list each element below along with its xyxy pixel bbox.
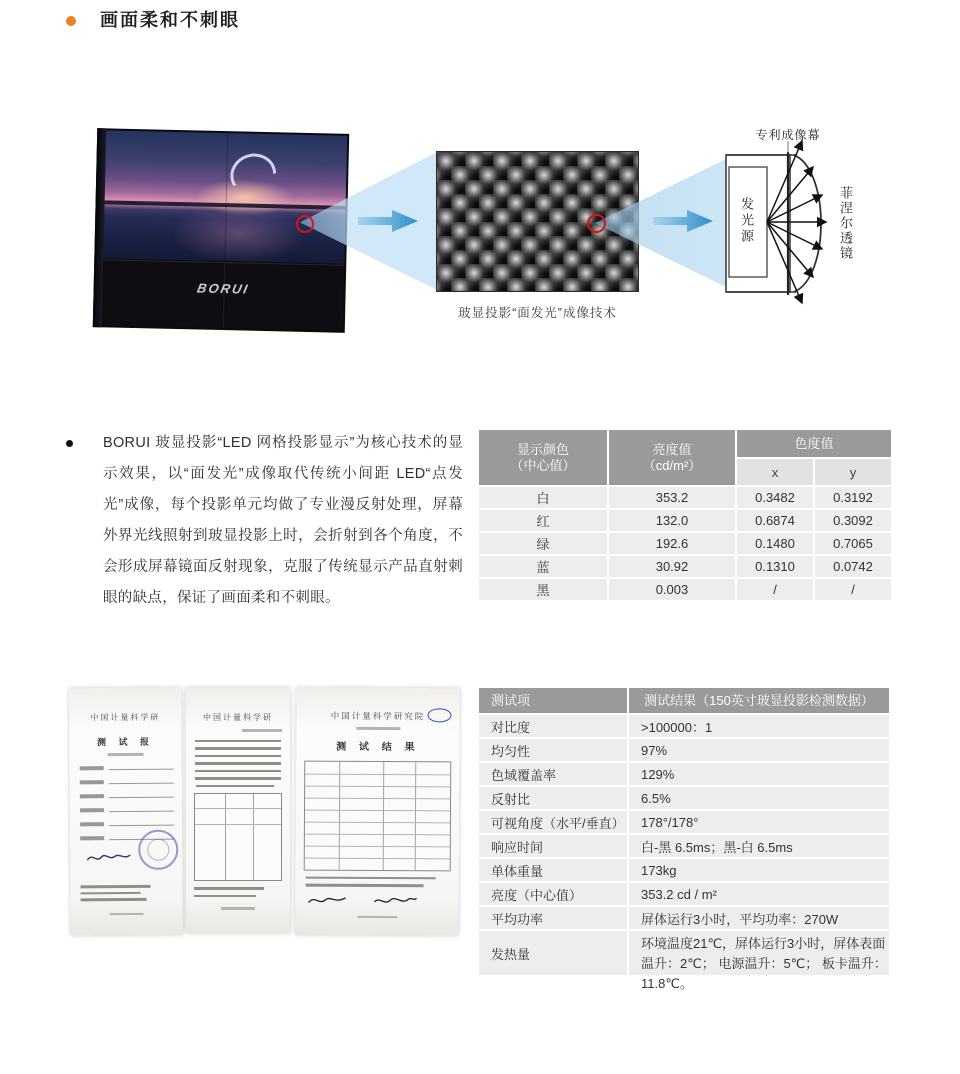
- official-stamp-icon: [138, 830, 178, 870]
- handwritten-signature: [84, 848, 134, 866]
- diagram-label-fresnel-lens: 菲涅尔透镜: [838, 186, 853, 261]
- certificate-field: [80, 805, 174, 813]
- figure-caption: 玻显投影“面发光”成像技术: [458, 306, 617, 320]
- table-cell: /: [815, 579, 891, 600]
- test-item: 对比度: [479, 715, 627, 737]
- heading-bullet-icon: [66, 16, 76, 26]
- certificate-field: [80, 819, 174, 827]
- table-cell: 蓝: [479, 556, 607, 577]
- test-item: 发热量: [479, 931, 627, 975]
- test-result: 129%: [629, 763, 889, 785]
- test-item: 单体重量: [479, 859, 627, 881]
- right-arrow-icon: [358, 208, 420, 234]
- test-result: 6.5%: [629, 787, 889, 809]
- certificate-field: [80, 791, 174, 799]
- table-cell: 0.7065: [815, 533, 891, 554]
- test-result: 97%: [629, 739, 889, 761]
- table-cell: 0.3192: [815, 487, 891, 508]
- test-item: 响应时间: [479, 835, 627, 857]
- table-cell: 0.3482: [737, 487, 813, 508]
- test-result: 屏体运行3小时，平均功率：270W: [629, 907, 889, 929]
- sub-header-x: x: [737, 459, 813, 485]
- handwritten-signature: [305, 891, 349, 907]
- column-header: 色度值: [737, 430, 891, 457]
- table-cell: 0.1310: [737, 556, 813, 577]
- table-cell: 132.0: [609, 510, 735, 531]
- test-result: 白-黑 6.5ms；黑-白 6.5ms: [629, 835, 889, 857]
- certificate-org-name: 中国计量科学研: [90, 712, 161, 723]
- certificate-field: [80, 777, 174, 785]
- certificate-org-name: 中国计量科学研究院: [330, 710, 426, 722]
- panel-seam: [224, 133, 228, 261]
- test-item: 均匀性: [479, 739, 627, 761]
- diagram-label-imaging-screen: 专利成像幕: [755, 128, 821, 142]
- certificate-thumbnail: [186, 688, 290, 933]
- table-cell: 0.0742: [815, 556, 891, 577]
- test-item: 反射比: [479, 787, 627, 809]
- table-cell: 红: [479, 510, 607, 531]
- table-cell: 白: [479, 487, 607, 508]
- intro-paragraph: BORUI 玻显投影“LED 网格投影显示”为核心技术的显示效果，以“面发光”成像取代传统小间距 LED“点发光”成像，每个投影单元均做了专业漫反射处理，屏幕外界光线照射到玻显投影上时，会折射到各个角度，不会形成屏幕镜面反射现象，克服了传统显示产品直射刺眼的缺点，保证了画面柔和不刺眼。: [103, 435, 463, 606]
- screen-scene-image: [103, 130, 347, 263]
- page-title: 画面柔和不刺眼: [100, 10, 240, 30]
- test-result-table: [479, 688, 889, 991]
- bridge-arc: [226, 148, 282, 201]
- test-item: 色域覆盖率: [479, 763, 627, 785]
- color-luminance-table: [479, 430, 889, 600]
- table-cell: 0.3092: [815, 510, 891, 531]
- display-bottom-bezel: [102, 259, 344, 330]
- test-result: 173kg: [629, 859, 889, 881]
- certificate-title: 测 试 结 果: [336, 741, 420, 753]
- column-header: 亮度值 （cd/m²）: [609, 430, 735, 485]
- certificate-thumbnail: [69, 688, 183, 936]
- table-cell: 绿: [479, 533, 607, 554]
- table-cell: /: [737, 579, 813, 600]
- test-item: 平均功率: [479, 907, 627, 929]
- table-cell: 黑: [479, 579, 607, 600]
- table-cell: 0.6874: [737, 510, 813, 531]
- test-item: 亮度（中心值）: [479, 883, 627, 905]
- test-result: 178°/178°: [629, 811, 889, 833]
- column-header: 测试结果（150英寸玻显投影检测数据）: [629, 688, 889, 713]
- test-result: 环境温度21℃，屏体运行3小时，屏体表面温升：2℃； 电源温升：5℃； 板卡温升：11.8℃。: [629, 931, 889, 975]
- certificate-table: [194, 793, 282, 881]
- certificate-field: [80, 763, 174, 771]
- borui-logo: BORUI: [195, 280, 251, 297]
- handwritten-signature: [371, 891, 419, 907]
- institute-logo-icon: [427, 708, 451, 722]
- sub-header-y: y: [815, 459, 891, 485]
- diagram-label-light-source: 发光源: [739, 197, 754, 245]
- column-header: 测试项: [479, 688, 627, 713]
- test-result: 353.2 cd / m²: [629, 883, 889, 905]
- certificate-result-table: [304, 760, 452, 871]
- table-cell: 192.6: [609, 533, 735, 554]
- red-circle-annotation: [587, 214, 606, 233]
- test-result: >100000：1: [629, 715, 889, 737]
- table-cell: 0.1480: [737, 533, 813, 554]
- paragraph-bullet-icon: [66, 440, 73, 447]
- right-arrow-icon: [653, 208, 715, 234]
- certificate-org-name: 中国计量科学研: [203, 713, 273, 722]
- certificate-title: 测 试 报: [96, 736, 155, 748]
- signature-row: [305, 891, 448, 908]
- red-circle-annotation: [296, 215, 314, 233]
- table-cell: 30.92: [609, 556, 735, 577]
- test-item: 可视角度（水平/垂直）: [479, 811, 627, 833]
- certificate-thumbnail: [295, 688, 459, 936]
- table-cell: 353.2: [609, 487, 735, 508]
- table-cell: 0.003: [609, 579, 735, 600]
- column-header: 显示颜色 （中心值）: [479, 430, 607, 485]
